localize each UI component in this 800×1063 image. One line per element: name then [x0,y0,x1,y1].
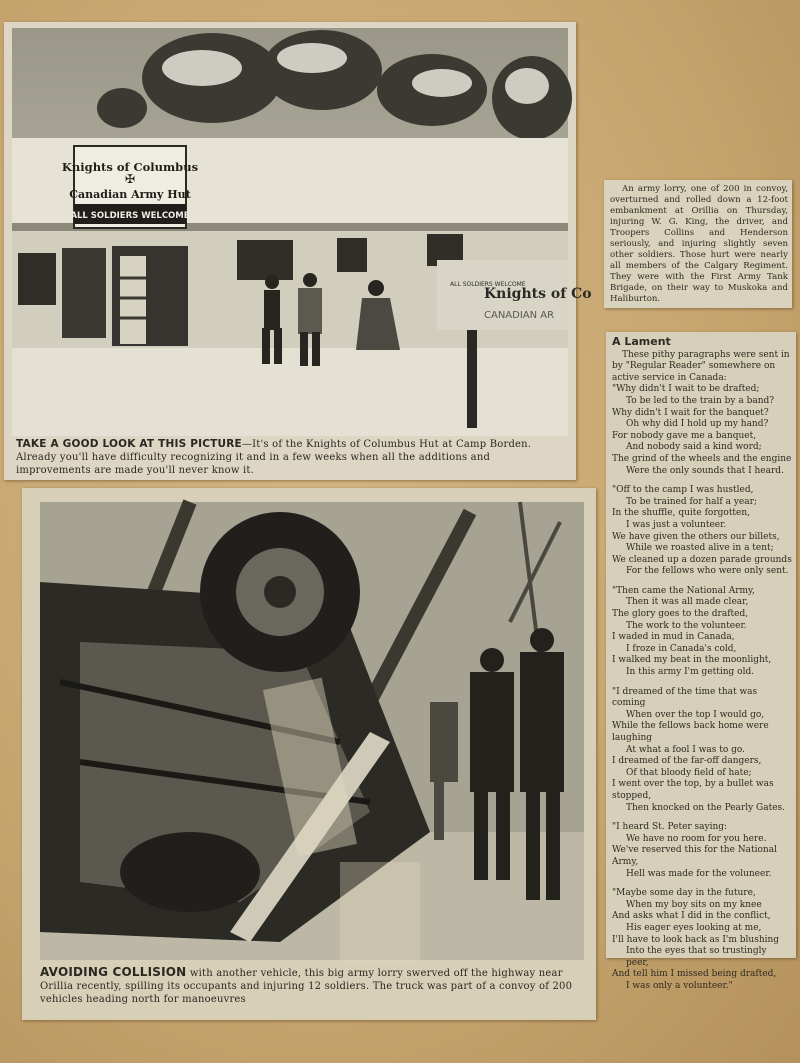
caption-heading: TAKE A GOOD LOOK AT THIS PICTURE [16,438,242,450]
sign-text-welcome: ALL SOLDIERS WELCOME [70,211,190,221]
poem-title: A Lament [612,335,671,348]
poem-line: While the fellows back home were laughing [612,721,769,743]
clipping-news-item [604,180,792,308]
poem-stanza [612,586,792,679]
poem-stanza [612,888,792,992]
caption-army-lorry [40,966,586,1006]
sign-text-army-hut: Canadian Army Hut [69,188,191,201]
poem-line: His eager eyes looking at me, [626,922,762,933]
poem-line: "Then came the National Army, [612,585,755,596]
poem-line: Into the eyes that so trustingly peer, [626,946,767,968]
poem-line: We have no room for you here. [626,833,767,844]
news-item-text: An army lorry, one of 200 in convoy, overturned and rolled down a 12-foot embankment at Orillia on Thursday, injuring W. G. King, the driver, and Troopers Collins and Henderson seriously, and injuring slightly seven other soldiers. Those hurt were nearly all members of the Calgary Regiment. They were with the First Army Tank Brigade, on their way to Muskoka and Haliburton. [610,184,788,304]
poem-line: Then it was all made clear, [626,597,749,608]
poem-line: To be trained for half a year; [626,496,757,507]
poem-line: We cleaned up a dozen parade grounds [612,554,792,565]
poem-line: For nobody gave me a banquet, [612,430,757,441]
poem-stanza [612,822,792,880]
poem-intro: These pithy paragraphs were sent in by "Regular Reader" somewhere on active service in Canada: [612,349,790,383]
photo-knights-of-columbus-hut [12,28,592,436]
poem-line: Then knocked on the Pearly Gates. [626,802,786,813]
poem-line: To be led to the train by a band? [626,395,775,406]
poem-line: I waded in mud in Canada, [612,632,735,643]
poem-line: I dreamed of the far-off dangers, [612,756,762,767]
side-sign-army: CANADIAN AR [484,310,555,321]
poem-line: At what a fool I was to go. [626,744,746,755]
poem-stanza [612,485,792,578]
poem-stanza [612,687,792,815]
poem-line: I was just a volunteer. [626,519,727,530]
poem-line: When my boy sits on my knee [626,899,762,910]
caption-body: —It's of the Knights of Columbus Hut at Camp Borden. Already you'll have difficulty recognizing it and in a few weeks when all the additions and improvements are made you'll never know it. [16,439,532,476]
poem-line: Of that bloody field of hate; [626,767,752,778]
poem-stanza [612,384,792,477]
poem-line: In this army I'm getting old. [626,667,755,678]
poem-line: I walked my beat in the moonlight, [612,655,772,666]
poem-line: And tell him I missed being drafted, [612,969,777,980]
poem-line: While we roasted alive in a tent; [626,543,774,554]
poem-line: And nobody said a kind word; [626,442,762,453]
sign-text-knights: Knights of Columbus [61,160,199,174]
poem-line: When over the top I would go, [626,709,765,720]
poem-line: "I dreamed of the time that was coming [612,686,758,709]
poem-line: "Why didn't I wait to be drafted; [612,384,760,395]
caption-body: with another vehicle, this big army lorry swerved off the highway near Orillia recently, spilling its occupants and injuring 12 soldiers. The truck was part of a convoy of 200 vehicles heading north for manoeuvres [40,968,573,1005]
poem-line: The glory goes to the drafted, [612,609,749,620]
poem-line: "Off to the camp I was hustled, [612,485,754,496]
poem-line: And asks what I did in the conflict, [612,911,771,922]
poem-line: I'll have to look back as I'm blushing [612,934,780,945]
poem-line: Were the only sounds that I heard. [626,465,784,476]
poem-stanzas [612,384,792,992]
side-sign-knights: Knights of Co [484,286,592,302]
poem-line: The work to the volunteer. [626,620,747,631]
cross-icon: ✠ [124,172,136,186]
poem-line: We have given the others our billets, [612,531,780,542]
clipping-army-lorry [22,488,596,1020]
hut-photo-graphic [12,28,592,436]
caption-knights-of-columbus [16,438,568,477]
poem-line: I was only a volunteer." [626,980,733,991]
clipping-a-lament [606,332,796,991]
poem-column [612,336,792,1000]
poem-line: Why didn't I wait for the banquet? [612,407,769,418]
lorry-photo-graphic [40,502,584,960]
poem-line: For the fellows who were only sent. [626,566,789,577]
clipping-knights-of-columbus [4,22,592,480]
poem-line: I froze in Canada's cold, [626,643,737,654]
poem-line: We've reserved this for the National Army, [612,845,777,867]
poem-line: Oh why did I hold up my hand? [626,419,769,430]
poem-line: "I heard St. Peter saying: [612,822,728,833]
poem-line: In the shuffle, quite forgotten, [612,508,751,519]
caption-heading: AVOIDING COLLISION [40,965,187,979]
poem-line: Hell was made for the voluneer. [626,868,772,879]
poem-line: I went over the top, by a bullet was stopped, [612,779,774,801]
photo-overturned-lorry [40,502,584,960]
poem-line: The grind of the wheels and the engine [612,453,792,464]
poem-line: "Maybe some day in the future, [612,888,756,899]
side-sign-welcome: ALL SOLDIERS WELCOME [450,281,526,288]
